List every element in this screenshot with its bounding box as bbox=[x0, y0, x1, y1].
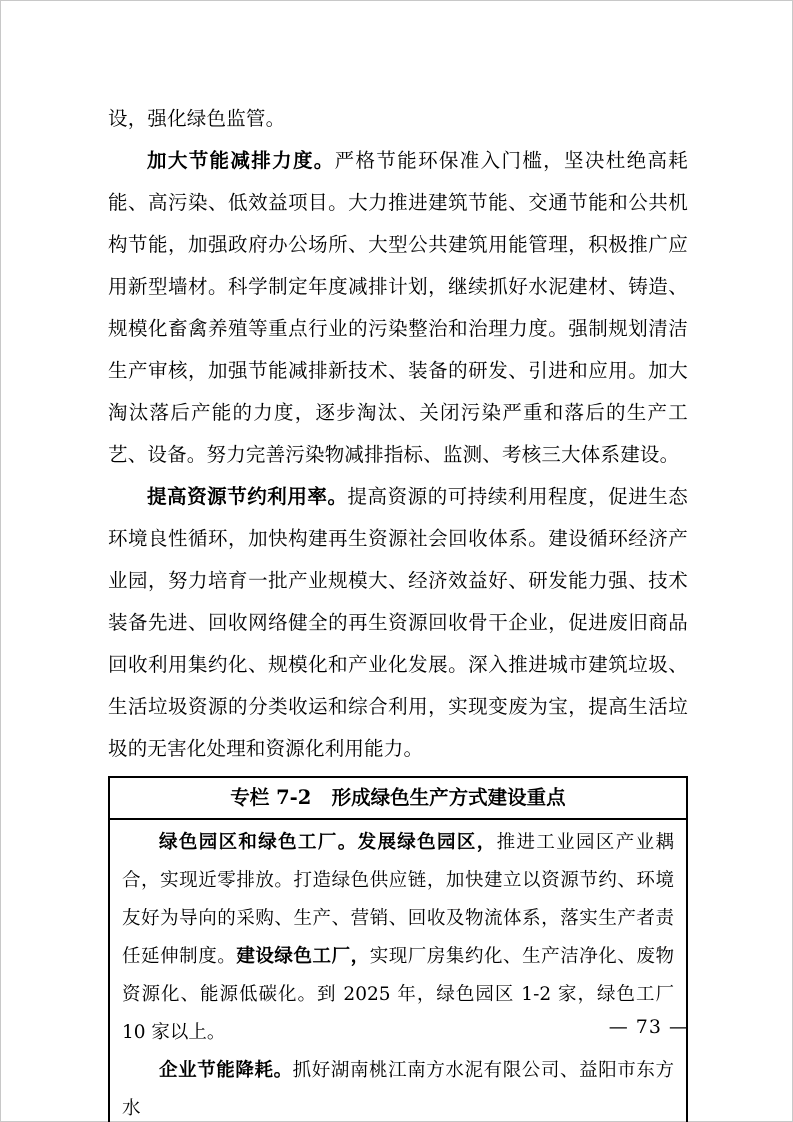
callout-paragraph-energy-reduction bbox=[122, 1052, 674, 1122]
callout-box-title: 专栏 7-2 形成绿色生产方式建设重点 bbox=[110, 778, 686, 820]
paragraph-lead: 加大节能减排力度。 bbox=[147, 149, 335, 172]
callout-text: 抓好湖南桃江南方水泥有限公司、益阳市东方水 bbox=[122, 1060, 674, 1119]
callout-paragraph-green-park bbox=[122, 824, 674, 1052]
callout-lead: 企业节能降耗。 bbox=[159, 1060, 293, 1081]
callout-text: 推进工业园区产业耦合，实现近零排放。打造绿色供应链，加快建立以资源节约、环境友好为导向的采购、生产、营销、回收及物流体系，落实生产者责任延伸制度。 bbox=[122, 832, 674, 967]
paragraph-text: 设，强化绿色监管。 bbox=[108, 107, 286, 130]
callout-box-body bbox=[110, 820, 686, 1122]
paragraph-resource-utilization bbox=[108, 476, 688, 770]
paragraph-text: 提高资源的可持续利用程度，促进生态环境良性循环，加快构建再生资源社会回收体系。建设循环经济产业园，努力培育一批产业规模大、经济效益好、研发能力强、技术装备先进、回收网络健全的再生资源回收骨干企业，促进废旧商品回收利用集约化、规模化和产业化发展。深入推进城市建筑垃圾、生活垃圾资源的分类收运和综合利用，实现变废为宝，提高生活垃圾的无害化处理和资源化利用能力。 bbox=[108, 485, 688, 760]
page-content bbox=[108, 98, 688, 1122]
callout-lead-2: 建设绿色工厂， bbox=[236, 946, 370, 967]
paragraph-continuation bbox=[108, 98, 688, 140]
paragraph-lead: 提高资源节约利用率。 bbox=[147, 485, 348, 508]
paragraph-text: 严格节能环保准入门槛，坚决杜绝高耗能、高污染、低效益项目。大力推进建筑节能、交通节能和公共机构节能，加强政府办公场所、大型公共建筑用能管理，积极推广应用新型墙材。科学制定年度减排计划，继续抓好水泥建材、铸造、规模化畜禽养殖等重点行业的污染整治和治理力度。强制规划清洁生产审核，加强节能减排新技术、装备的研发、引进和应用。加大淘汰落后产能的力度，逐步淘汰、关闭污染严重和落后的生产工艺、设备。努力完善污染物减排指标、监测、考核三大体系建设。 bbox=[108, 149, 688, 466]
callout-box bbox=[108, 776, 688, 1122]
callout-lead: 绿色园区和绿色工厂。发展绿色园区， bbox=[159, 832, 497, 853]
page-number: — 73 — bbox=[608, 1016, 689, 1038]
callout-text-2: 实现厂房集约化、生产洁净化、废物资源化、能源低碳化。到 2025 年，绿色园区 1-2 家，绿色工厂 10 家以上。 bbox=[122, 946, 674, 1043]
paragraph-energy-saving bbox=[108, 140, 688, 476]
